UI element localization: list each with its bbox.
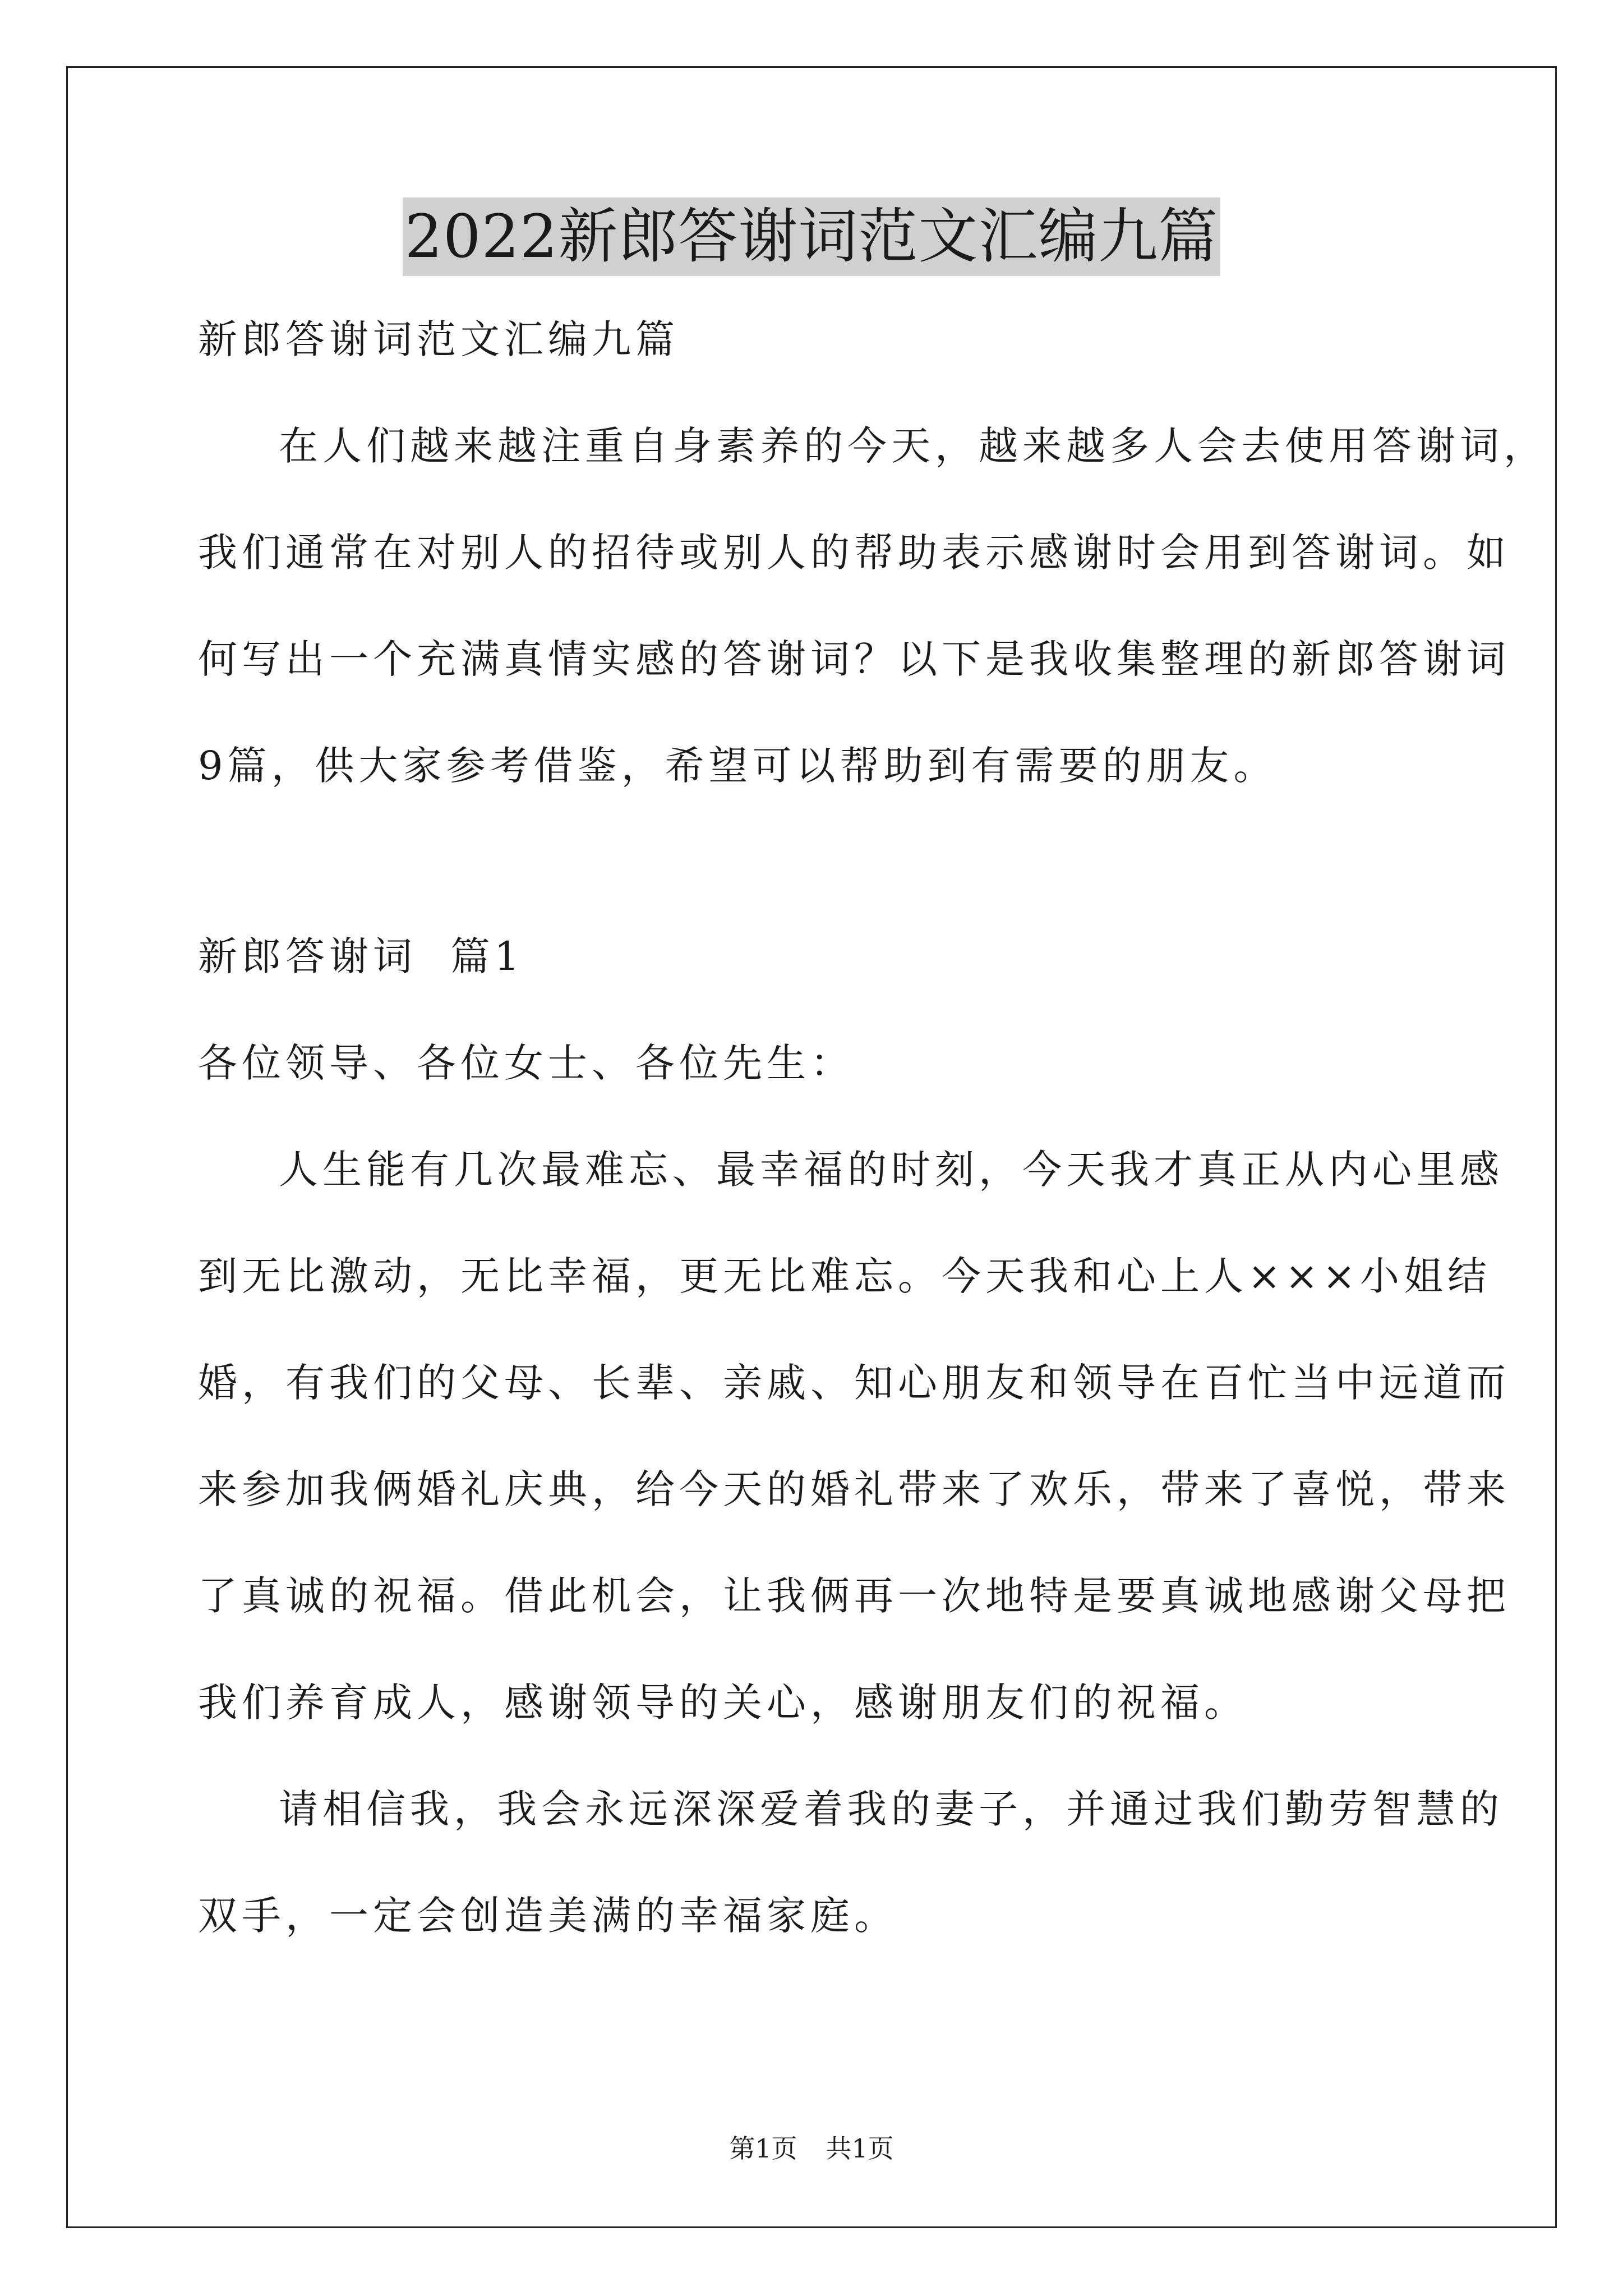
paragraph-line: 婚，有我们的父母、长辈、亲戚、知心朋友和领导在百忙当中远道而 bbox=[198, 1360, 1510, 1406]
paragraph-line: 人生能有几次最难忘、最幸福的时刻，今天我才真正从内心里感 bbox=[279, 1147, 1504, 1193]
salutation: 各位领导、各位女士、各位先生： bbox=[198, 1040, 854, 1086]
page-number-current: 第1页 bbox=[729, 2133, 797, 2164]
document-body bbox=[198, 303, 1547, 1986]
document-title: 2022新郎答谢词范文汇编九篇 bbox=[403, 197, 1221, 276]
page-number-total: 共1页 bbox=[826, 2133, 894, 2164]
paragraph-line: 双手，一定会创造美满的幸福家庭。 bbox=[198, 1893, 898, 1939]
paragraph-line: 我们养育成人，感谢领导的关心，感谢朋友们的祝福。 bbox=[198, 1680, 1248, 1726]
section-gap bbox=[198, 836, 1429, 920]
page-footer bbox=[0, 2132, 1623, 2165]
document-subtitle: 新郎答谢词范文汇编九篇 bbox=[198, 316, 679, 362]
paragraph-line: 到无比激动，无比幸福，更无比难忘。今天我和心上人×××小姐结 bbox=[198, 1253, 1491, 1299]
intro-line: 在人们越来越注重自身素养的今天，越来越多人会去使用答谢词， bbox=[279, 423, 1547, 469]
paragraph-line: 请相信我，我会永远深深爱着我的妻子，并通过我们勤劳智慧的 bbox=[279, 1786, 1504, 1832]
intro-line: 我们通常在对别人的招待或别人的帮助表示感谢时会用到答谢词。如 bbox=[198, 530, 1510, 576]
title-container bbox=[0, 197, 1623, 276]
section-heading: 新郎答谢词 篇1 bbox=[198, 933, 524, 979]
intro-line: 何写出一个充满真情实感的答谢词？以下是我收集整理的新郎答谢词 bbox=[198, 636, 1510, 682]
paragraph-line: 来参加我俩婚礼庆典，给今天的婚礼带来了欢乐，带来了喜悦，带来 bbox=[198, 1466, 1510, 1512]
intro-line: 9篇，供大家参考借鉴，希望可以帮助到有需要的朋友。 bbox=[198, 743, 1278, 789]
paragraph-line: 了真诚的祝福。借此机会，让我俩再一次地特是要真诚地感谢父母把 bbox=[198, 1573, 1510, 1619]
